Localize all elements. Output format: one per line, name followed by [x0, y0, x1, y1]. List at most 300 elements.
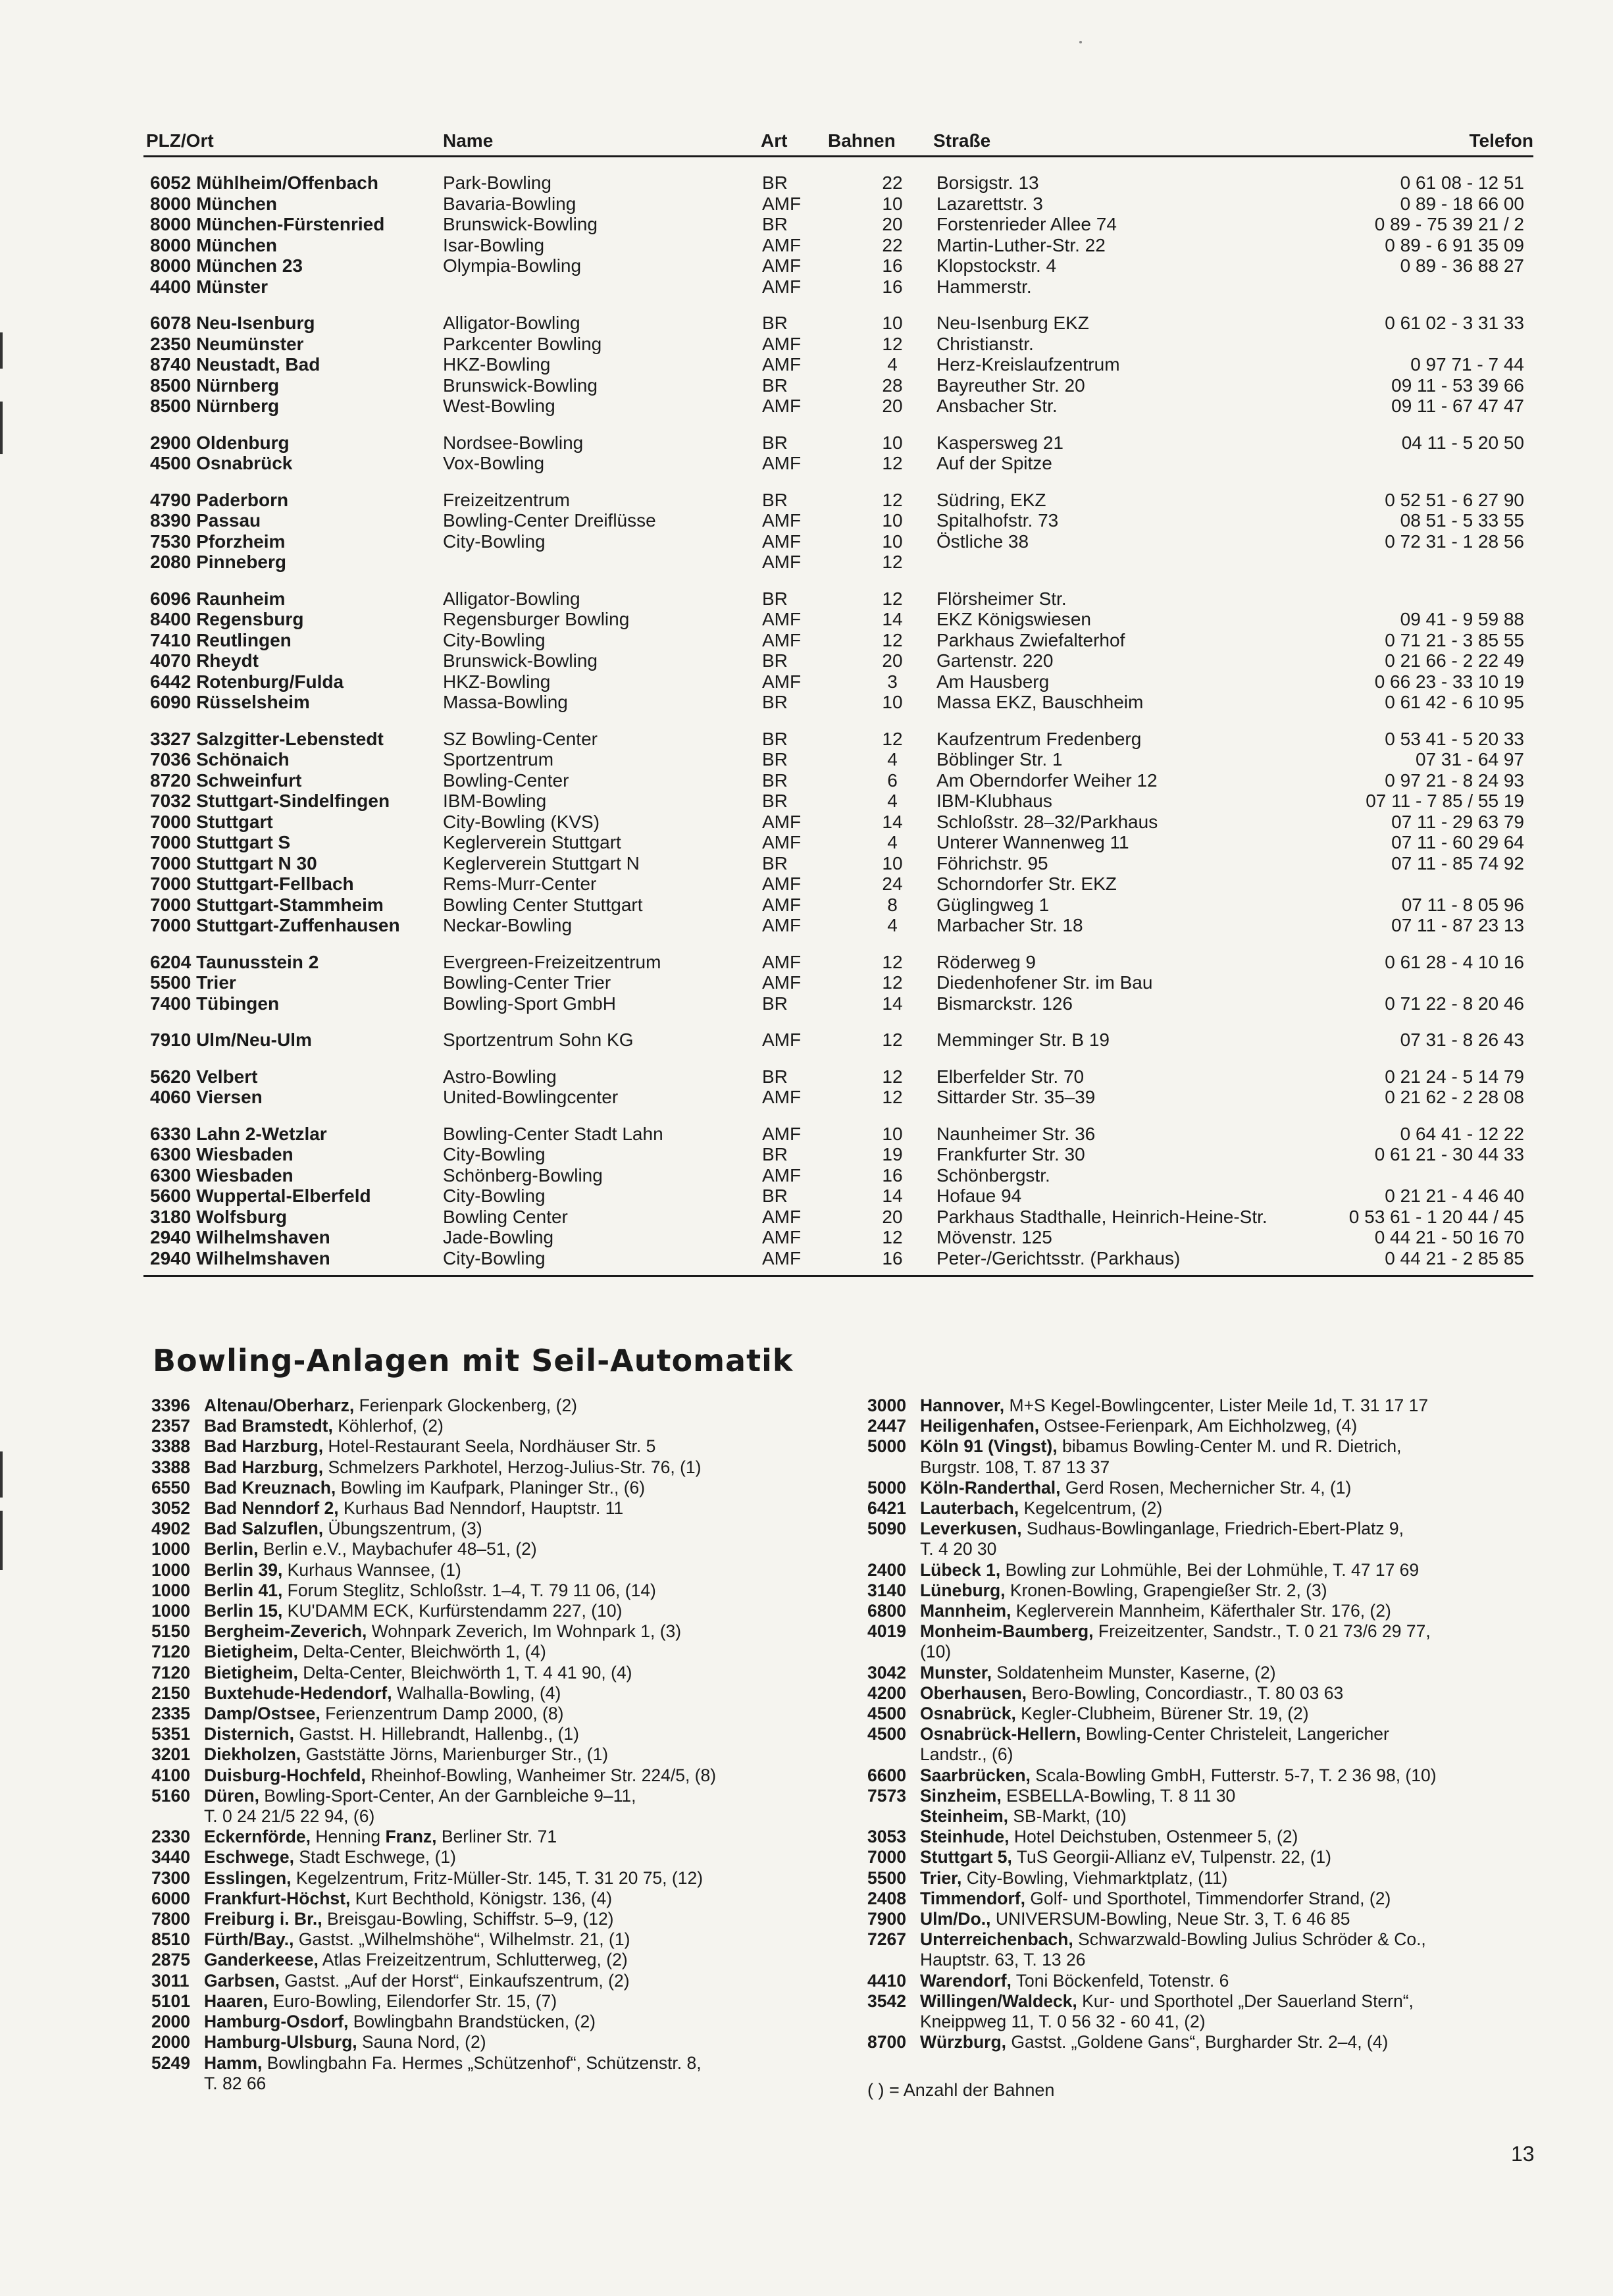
bahnen-cell: 16: [882, 1247, 903, 1268]
plz: 2900: [150, 432, 192, 453]
plz-ort-cell: [150, 1165, 294, 1186]
name-cell: Bowling-Center Stadt Lahn: [443, 1123, 663, 1144]
list-item: [151, 1663, 826, 1683]
ort: Oldenburg: [196, 432, 290, 453]
telefon-cell: 09 11 - 53 39 66: [1391, 375, 1524, 396]
telefon-cell: 07 11 - 85 74 92: [1391, 852, 1524, 874]
strasse-cell: Hammerstr.: [936, 276, 1032, 297]
ort: Bad Harzburg,: [204, 1436, 324, 1457]
name-cell: Nordsee-Bowling: [443, 432, 584, 453]
table-row: [143, 354, 1533, 375]
art-cell: BR: [762, 313, 788, 333]
details-continued: Hauptstr. 63, T. 13 26: [920, 1950, 1086, 1970]
plz: 8500: [150, 396, 192, 416]
details: M+S Kegel-Bowlingcenter, Lister Meile 1d, T. 31 17 17: [1004, 1396, 1429, 1415]
plz: 3396: [151, 1396, 190, 1415]
telefon-cell: 04 11 - 5 20 50: [1401, 432, 1524, 453]
ort: Timmendorf,: [920, 1888, 1025, 1908]
list-item: [867, 1806, 1545, 1827]
strasse-cell: Güglingweg 1: [936, 894, 1050, 915]
table-row: [143, 552, 1533, 573]
plz: 7036: [150, 749, 192, 770]
ort: Osnabrück,: [920, 1704, 1016, 1724]
ort: Nürnberg: [196, 396, 280, 416]
table-row: [143, 1165, 1533, 1186]
plz: 7000: [150, 811, 192, 832]
plz-ort-cell: [150, 255, 303, 276]
ort: Reutlingen: [196, 629, 292, 650]
plz-ort-cell: [150, 1227, 330, 1248]
art-cell: AMF: [762, 1227, 802, 1247]
telefon-cell: 09 11 - 67 47 47: [1391, 396, 1524, 416]
ort: Trier: [196, 972, 236, 993]
plz: 8510: [151, 1929, 190, 1950]
strasse-cell: Am Oberndorfer Weiher 12: [936, 770, 1158, 791]
telefon-cell: 0 21 21 - 4 46 40: [1385, 1186, 1524, 1206]
plz: 5101: [151, 1991, 190, 2011]
strasse-cell: Naunheimer Str. 36: [936, 1123, 1096, 1144]
list-item: [151, 1909, 826, 1929]
plz: 7000: [150, 852, 192, 874]
name-cell: Regensburger Bowling: [443, 609, 630, 629]
bahnen-cell: 10: [882, 531, 903, 552]
table-row: [143, 1186, 1533, 1207]
details: Hotel-Restaurant Seela, Nordhäuser Str. 5: [323, 1436, 656, 1457]
plz: 4790: [150, 489, 192, 510]
ort: Frankfurt-Höchst,: [204, 1888, 351, 1908]
ort: Velbert: [196, 1066, 258, 1087]
bahnen-cell: 20: [882, 396, 903, 416]
art-cell: BR: [762, 588, 788, 609]
details: Gerd Rosen, Mechernicher Str. 4, (1): [1060, 1477, 1352, 1498]
list-item: [867, 1971, 1545, 1991]
plz: 1000: [151, 1601, 190, 1621]
name-cell: HKZ-Bowling: [443, 354, 551, 375]
list-item: [867, 2032, 1545, 2052]
plz: 7800: [151, 1909, 190, 1929]
details: Ferienzentrum Damp 2000, (8): [320, 1704, 564, 1724]
telefon-cell: 0 61 02 - 3 31 33: [1385, 313, 1524, 333]
bahnen-cell: 10: [882, 852, 903, 874]
plz-ort-cell: [150, 375, 279, 396]
telefon-cell: 0 89 - 18 66 00: [1400, 193, 1524, 214]
strasse-cell: Am Hausberg: [936, 671, 1050, 692]
bahnen-cell: 12: [882, 453, 903, 473]
plz: 7000: [150, 874, 192, 894]
art-cell: BR: [762, 432, 788, 453]
name-cell: Brunswick-Bowling: [443, 650, 598, 671]
plz-ort-cell: [150, 853, 317, 874]
ort: Bad Salzuflen,: [204, 1519, 324, 1539]
ort: Rotenburg/Fulda: [196, 671, 344, 692]
table-row: [143, 276, 1533, 298]
ort: Bad Harzburg,: [204, 1457, 324, 1477]
strasse-cell: Auf der Spitze: [936, 453, 1052, 473]
ort: Bad Nenndorf 2,: [204, 1498, 339, 1519]
list-item: [867, 1580, 1545, 1601]
plz: 7400: [150, 993, 192, 1014]
plz: 8000: [150, 234, 192, 255]
plz-ort-cell: [150, 276, 268, 298]
ort: Hamburg-Osdorf,: [204, 2012, 349, 2032]
details: Golf- und Sporthotel, Timmendorfer Strand, (2): [1025, 1888, 1391, 1908]
details: Gaststätte Jörns, Marienburger Str., (1): [301, 1744, 609, 1765]
ort: Nürnberg: [196, 375, 280, 396]
strasse-cell: Christianstr.: [936, 333, 1034, 354]
plz: 8700: [867, 2032, 906, 2052]
strasse-cell: IBM-Klubhaus: [936, 791, 1052, 811]
plz: 3042: [867, 1662, 906, 1683]
table-row: [143, 770, 1533, 791]
bahnen-cell: 4: [887, 832, 898, 852]
plz: 8390: [150, 510, 192, 531]
plz-ort-cell: [150, 812, 273, 833]
plz: 7910: [150, 1030, 192, 1050]
ort: Steinhude,: [920, 1827, 1010, 1847]
header-bahnen: Bahnen: [828, 130, 896, 151]
details: UNIVERSUM-Bowling, Neue Str. 3, T. 6 46 85: [990, 1909, 1350, 1929]
plz: 6052: [150, 172, 192, 193]
details: City-Bowling, Viehmarktplatz, (11): [961, 1867, 1228, 1888]
art-cell: AMF: [762, 671, 802, 692]
bahnen-cell: 20: [882, 1206, 903, 1227]
telefon-cell: 09 41 - 9 59 88: [1400, 609, 1524, 629]
list-item: [151, 1519, 826, 1539]
name-cell: Jade-Bowling: [443, 1227, 554, 1247]
plz-ort-cell: [150, 588, 285, 610]
bahnen-cell: 12: [882, 972, 903, 993]
plz: 1000: [151, 1580, 190, 1600]
list-item: [867, 1601, 1545, 1621]
plz: 4400: [150, 276, 192, 297]
details: Walhalla-Bowling, (4): [392, 1683, 561, 1703]
plz: 7267: [867, 1929, 906, 1950]
ort: Freiburg i. Br.,: [204, 1909, 322, 1929]
plz: 3052: [151, 1498, 190, 1519]
plz: 1000: [151, 1559, 190, 1580]
ort: Willingen/Waldeck,: [920, 1991, 1077, 2011]
strasse-cell: EKZ Königswiesen: [936, 609, 1092, 629]
strasse-cell: Marbacher Str. 18: [936, 915, 1083, 935]
plz: 6421: [867, 1498, 906, 1519]
list-item: [867, 1478, 1545, 1498]
table-row: [143, 214, 1533, 235]
plz: 2400: [867, 1559, 906, 1580]
plz-ort-cell: [150, 453, 292, 474]
list-item: [151, 1868, 826, 1889]
plz-ort-cell: [150, 432, 290, 454]
details: Sudhaus-Bowlinganlage, Friedrich-Ebert-Platz 9,: [1021, 1519, 1404, 1539]
bahnen-cell: 12: [882, 1066, 903, 1087]
list-item: [867, 1847, 1545, 1867]
table-row: [143, 895, 1533, 916]
bahnen-cell: 20: [882, 214, 903, 234]
telefon-cell: 0 97 71 - 7 44: [1410, 354, 1524, 375]
ort: Neustadt, Bad: [196, 354, 320, 375]
strasse-cell: Schloßstr. 28–32/Parkhaus: [936, 811, 1158, 832]
ort: Altenau/Oberharz,: [204, 1396, 355, 1415]
name-cell: City-Bowling (KVS): [443, 811, 600, 832]
header-rule: [143, 155, 1533, 157]
bahnen-cell: 12: [882, 951, 903, 972]
art-cell: AMF: [762, 333, 802, 354]
plz: 6300: [150, 1144, 192, 1164]
plz: 2000: [151, 2012, 190, 2032]
margin-mark: [0, 332, 3, 369]
plz: 2357: [151, 1416, 190, 1436]
bahnen-cell: 14: [882, 811, 903, 832]
ort: Würzburg,: [920, 2032, 1006, 2052]
plz: 3388: [151, 1457, 190, 1477]
name-cell: Bowling Center: [443, 1206, 568, 1227]
ort: Hamm,: [204, 2052, 263, 2073]
ort: Pforzheim: [196, 531, 286, 552]
name-cell: United-Bowlingcenter: [443, 1087, 619, 1107]
table-row: [143, 1087, 1533, 1108]
table-row: [143, 334, 1533, 355]
details: Scala-Bowling GmbH, Futterstr. 5-7, T. 2 36 98, (10): [1030, 1765, 1437, 1785]
ort: Stuttgart-Zuffenhausen: [196, 915, 400, 935]
details: Schwarzwald-Bowling Julius Schröder & Co.,: [1073, 1929, 1426, 1950]
ort: Schweinfurt: [196, 770, 302, 791]
plz: 8000: [150, 193, 192, 214]
ort: Wolfsburg: [196, 1206, 287, 1227]
ort: Pinneberg: [196, 552, 286, 572]
ort: Disternich,: [204, 1724, 294, 1744]
art-cell: AMF: [762, 531, 802, 552]
plz: 2150: [151, 1683, 190, 1703]
name-cell: Bavaria-Bowling: [443, 193, 576, 214]
telefon-cell: 0 89 - 75 39 21 / 2: [1374, 214, 1524, 234]
details: Kurhaus Wannsee, (1): [282, 1559, 461, 1580]
strasse-cell: Sittarder Str. 35–39: [936, 1087, 1096, 1107]
plz-ort-cell: [150, 396, 279, 417]
ort: Stuttgart-Stammheim: [196, 894, 384, 915]
name-cell: West-Bowling: [443, 396, 555, 416]
details-continued: T. 4 20 30: [920, 1539, 997, 1559]
strasse-cell: Hofaue 94: [936, 1186, 1022, 1206]
bahnen-cell: 12: [882, 489, 903, 510]
ort: Mannheim,: [920, 1601, 1011, 1621]
art-cell: AMF: [762, 1087, 802, 1107]
ort: Regensburg: [196, 609, 304, 629]
bahnen-cell: 16: [882, 1164, 903, 1186]
strasse-cell: Neu-Isenburg EKZ: [936, 313, 1089, 333]
name-cell: Keglerverein Stuttgart N: [443, 852, 640, 874]
plz-ort-cell: [150, 490, 288, 511]
details-continued: T. 82 66: [204, 2073, 267, 2093]
table-row: [143, 453, 1533, 474]
details-continued: Kneippweg 11, T. 0 56 32 - 60 41, (2): [920, 2012, 1206, 2032]
list-item: [867, 1868, 1545, 1889]
bahnen-cell: 10: [882, 313, 903, 333]
art-cell: BR: [762, 214, 788, 234]
plz: 4019: [867, 1621, 906, 1642]
bahnen-cell: 3: [887, 671, 898, 692]
strasse-cell: Parkhaus Stadthalle, Heinrich-Heine-Str.: [936, 1206, 1267, 1227]
list-item: [867, 1621, 1545, 1662]
bahnen-cell: 24: [882, 874, 903, 894]
art-cell: BR: [762, 852, 788, 874]
plz: 2080: [150, 552, 192, 572]
plz-ort-cell: [150, 354, 320, 375]
plz-ort-cell: [150, 235, 277, 256]
ort: Wiesbaden: [196, 1144, 294, 1164]
header-strasse: Straße: [933, 130, 991, 151]
header-telefon: Telefon: [1469, 130, 1533, 151]
details: Rheinhof-Bowling, Wanheimer Str. 224/5, (8): [365, 1765, 717, 1785]
ort: Damp/Ostsee,: [204, 1704, 320, 1724]
ort: Schönaich: [196, 749, 290, 770]
plz: 3440: [151, 1847, 190, 1867]
art-cell: AMF: [762, 1030, 802, 1050]
plz-ort-cell: [150, 1087, 263, 1108]
bahnen-cell: 4: [887, 749, 898, 770]
art-cell: AMF: [762, 951, 802, 972]
table-header: [143, 126, 1533, 154]
plz: 5249: [151, 2052, 190, 2073]
ort: Sinzheim,: [920, 1785, 1002, 1806]
art-cell: BR: [762, 728, 788, 749]
strasse-cell: Martin-Luther-Str. 22: [936, 234, 1106, 255]
table-row: [143, 791, 1533, 812]
table-row: [143, 749, 1533, 770]
legend-note: ( ) = Anzahl der Bahnen: [867, 2080, 1055, 2100]
plz-ort-cell: [150, 671, 344, 692]
ort: Lüneburg,: [920, 1580, 1006, 1600]
art-cell: AMF: [762, 234, 802, 255]
ort: Köln 91 (Vingst),: [920, 1436, 1058, 1457]
list-item: [867, 1991, 1545, 2032]
list-item: [151, 1580, 826, 1601]
telefon-cell: 0 66 23 - 33 10 19: [1374, 671, 1524, 692]
plz: 8500: [150, 375, 192, 396]
plz-ort-cell: [150, 650, 259, 671]
plz: 3542: [867, 1991, 906, 2011]
ort: Monheim-Baumberg,: [920, 1621, 1094, 1642]
table-row: [143, 1144, 1533, 1165]
list-item: [867, 1396, 1545, 1416]
table-row: [143, 432, 1533, 454]
name-cell: Alligator-Bowling: [443, 588, 580, 609]
plz-ort-cell: [150, 552, 286, 573]
list-item: [867, 1683, 1545, 1704]
details: Gastst. „Auf der Horst“, Einkaufszentrum, (2): [279, 1970, 630, 1991]
table-group: [143, 1066, 1533, 1108]
plz-ort-cell: [150, 952, 319, 973]
bahnen-cell: 6: [887, 770, 898, 791]
table-group: [143, 432, 1533, 474]
plz: 6204: [150, 951, 192, 972]
plz: 5000: [867, 1477, 906, 1498]
details: Kegelcentrum, (2): [1019, 1498, 1163, 1519]
ort: Lübeck 1,: [920, 1559, 1001, 1580]
ort: Bietigheim,: [204, 1662, 298, 1683]
list-item: [151, 1847, 826, 1867]
plz: 7573: [867, 1785, 906, 1806]
bahnen-cell: 10: [882, 432, 903, 453]
table-row: [143, 729, 1533, 750]
list-item: [151, 1457, 826, 1478]
bahnen-cell: 8: [887, 894, 898, 915]
strasse-cell: Bayreuther Str. 20: [936, 375, 1085, 396]
ort: Munster,: [920, 1662, 992, 1683]
ort: München: [196, 234, 277, 255]
list-item: [151, 1950, 826, 1970]
details: Bowling-Sport-Center, An der Garnbleiche 9–11,: [259, 1785, 636, 1806]
plz: 2350: [150, 333, 192, 354]
name-cell: Evergreen-Freizeitzentrum: [443, 951, 661, 972]
table-row: [143, 671, 1533, 692]
table-bottom-rule: [143, 1275, 1533, 1277]
plz: 4410: [867, 1970, 906, 1991]
plz: 8720: [150, 770, 192, 791]
art-cell: BR: [762, 770, 788, 791]
bahnen-cell: 14: [882, 993, 903, 1014]
list-item: [151, 2012, 826, 2032]
plz: 7000: [150, 894, 192, 915]
ort: Lauterbach,: [920, 1498, 1019, 1519]
list-item: [151, 1786, 826, 1827]
plz: 7120: [151, 1642, 190, 1662]
name-cell: City-Bowling: [443, 1144, 546, 1164]
plz: 7000: [150, 915, 192, 935]
plz-ort-cell: [150, 609, 303, 630]
plz: 4060: [150, 1087, 192, 1107]
plz-ort-cell: [150, 194, 277, 215]
details: Hotel Deichstuben, Ostenmeer 5, (2): [1009, 1827, 1298, 1847]
details: Henning: [311, 1827, 386, 1847]
name-cell: Astro-Bowling: [443, 1066, 557, 1087]
table-row: [143, 588, 1533, 610]
ort: Paderborn: [196, 489, 289, 510]
margin-mark: [0, 402, 3, 454]
ort: München 23: [196, 255, 303, 276]
name-cell: City-Bowling: [443, 629, 546, 650]
table-row: [143, 993, 1533, 1014]
name-cell: Neckar-Bowling: [443, 915, 573, 935]
name-cell: City-Bowling: [443, 1186, 546, 1206]
telefon-cell: 0 97 21 - 8 24 93: [1385, 770, 1524, 791]
ort: Stuttgart S: [196, 832, 291, 852]
details: Atlas Freizeitzentrum, Schlutterweg, (2): [318, 1950, 628, 1970]
details: Übungszentrum, (3): [323, 1519, 482, 1539]
details: Forum Steglitz, Schloßstr. 1–4, T. 79 11 06, (14): [282, 1580, 656, 1600]
list-item: [151, 1827, 826, 1847]
ort: Berlin 41,: [204, 1580, 283, 1600]
plz: 5090: [867, 1519, 906, 1539]
list-item: [151, 1765, 826, 1786]
plz: 4100: [151, 1765, 190, 1785]
ort: Wilhelmshaven: [196, 1247, 330, 1268]
details-bold: Franz,: [385, 1827, 437, 1847]
plz-ort-cell: [150, 630, 292, 651]
telefon-cell: 0 61 08 - 12 51: [1400, 172, 1524, 193]
art-cell: AMF: [762, 396, 802, 416]
seil-list-right: [867, 1396, 1545, 2053]
plz: 2408: [867, 1888, 906, 1908]
name-cell: Brunswick-Bowling: [443, 375, 598, 396]
list-item: [151, 1642, 826, 1662]
details: Soldatenheim Munster, Kaserne, (2): [991, 1662, 1276, 1683]
plz-ort-cell: [150, 993, 279, 1014]
list-item: [151, 1724, 826, 1744]
ort: Stuttgart N 30: [196, 852, 317, 874]
plz: 7900: [867, 1909, 906, 1929]
strasse-cell: Böblinger Str. 1: [936, 749, 1063, 770]
plz-ort-cell: [150, 749, 290, 770]
art-cell: AMF: [762, 552, 802, 572]
